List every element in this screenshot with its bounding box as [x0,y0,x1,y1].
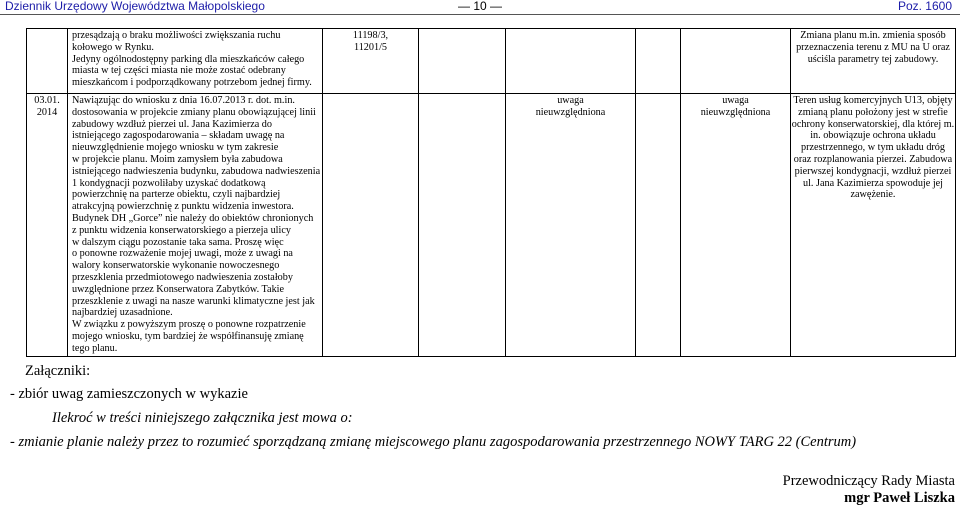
comment-text-line: w dalszym ciągu pozostanie taka sama. Proszę więc [72,236,284,248]
remarks-line: Zmiana planu m.in. zmienia sposób [800,30,946,41]
comment-text-line: Jedyny ogólnodostępny parking dla mieszkańców całego [72,53,305,65]
row-divider [26,93,956,94]
remarks-line: ul. Jana Kazimierza spowoduje jej [802,177,944,189]
column-divider [955,28,956,357]
comment-text-line: najbardziej uzasadnione. [72,307,173,319]
comment-text-line: powierzchnię na parterze obiektu, czyli najbardziej [72,189,281,201]
mayor-decision-label: uwaga [557,95,584,106]
row2-comment-text [72,95,320,355]
remarks-line: zmianą planu położony jest w strefie [798,106,948,118]
column-divider [418,28,419,357]
gazette-title: Dziennik Urzędowy Województwa Małopolskiego [5,0,265,13]
comment-text-line: miasta w tej części miasta nie może zostać odebrany [72,65,286,77]
mayor-decision-status: nieuwzględniona [535,106,606,118]
remarks-line: uściśla parametry tej zabudowy. [807,53,939,65]
comment-text-line: nieuwzględnienie mojego wniosku w tym zakresie [72,142,279,154]
comment-text-line: atrakcyjną powierzchnię z punktu widzenia inwestora. [72,201,294,213]
attachment-item: - zbiór uwag zamieszczonych w wykazie [10,386,248,402]
page-number: — 10 — [457,0,502,13]
remarks-line: ochrony konserwatorskiej, dla której m. [791,118,955,130]
row1-plot-numbers [323,30,418,54]
comment-text-line: z punktu widzenia konserwatorskiego a pierzeja ulicy [72,224,291,236]
remarks-line: in. obowiązuje ochrona układu [810,130,936,142]
council-decision-label: uwaga [722,95,749,106]
definition-intro: Ilekroć w treści niniejszego załącznika jest mowa o: [52,410,353,426]
comment-text-line: o ponowne rozważenie mojej uwagi, może z uwagi na [72,248,293,260]
signatory-role: Przewodniczący Rady Miasta [782,473,955,489]
definition-text: - zmianie planie należy przez to rozumieć sporządzaną zmianę miejscowego planu zagospodarowania przestrzennego NOWY TARG 22 (Centrum) [10,434,857,450]
comment-text-line: istniejącego nadwieszenia budynku, zabudowa nadwieszenia [72,165,321,177]
header-divider [0,14,960,15]
table-border-top [26,28,956,29]
plot-number: 11198/3, [352,30,389,41]
comment-text-line: istniejącego zagospodarowania – składam uwagę na [72,130,285,142]
column-divider [322,28,323,357]
remarks-line: oraz rozplanowania pierzei. Zabudowa [793,153,953,165]
row2-mayor-decision [506,95,635,119]
comment-text-line: mieszkańcom i podporządkowany potrzebom jednej firmy. [72,77,312,89]
column-divider [505,28,506,357]
position-number: Poz. 1600 [897,0,952,13]
plot-number: 11201/5 [353,41,387,53]
comment-text-line: Nawiązując do wniosku z dnia 16.07.2013 r. dot. m.in. [72,95,295,106]
row2-submission-date [27,95,67,119]
table-border-bottom [26,356,956,357]
comment-text-line: kołowego w Rynku. [72,41,154,53]
signatory-name: mgr Paweł Liszka [844,490,955,506]
row2-remarks [791,95,955,201]
remarks-line: pierwszej kondygnacji, wzdłuż pierzei [794,165,952,177]
remarks-line: przeznaczenia terenu z MU na U oraz [796,41,950,53]
remarks-line: zawężenie. [850,189,896,201]
submission-year: 2014 [36,106,58,118]
row1-remarks [791,30,955,65]
comment-text-line: w projekcie planu. Moim zamysłem była zabudowa [72,153,283,165]
row1-comment-text [72,30,312,89]
column-divider [26,28,27,357]
comment-text-line: uwzględnione przez Konserwatora Zabytków. Takie [72,283,285,295]
comment-text-line: dostosowania w projekcie zmiany planu obowiązującej linii [72,106,316,118]
comment-text-line: 1 kondygnacji pozwoliłaby uzyskać dodatkową [72,177,266,189]
comment-text-line: mojego wniosku, tym bardziej że współfinansuję zmianę [72,330,304,342]
column-divider [67,28,68,357]
remarks-line: przestrzennego, w tym układu dróg [801,142,945,154]
row2-council-decision [681,95,790,119]
comment-text-line: przesądzają o braku możliwości zwiększania ruchu [72,30,281,41]
comment-text-line: tego planu. [72,342,118,354]
council-decision-status: nieuwzględniona [700,106,771,118]
remarks-line: Teren usług komercyjnych U13, objęty [793,95,953,106]
comment-text-line: przeszklenie z uwagi na nasze warunki klimatyczne jest jak [72,295,315,307]
comment-text-line: walory konserwatorskie wykonanie nowoczesnego [72,260,280,272]
comment-text-line: W związku z powyższym proszę o ponowne rozpatrzenie [72,319,306,331]
comment-text-line: zabudowy wzdłuż pierzei ul. Jana Kazimierza do [72,118,272,130]
column-divider [680,28,681,357]
attachments-heading: Załączniki: [25,363,91,379]
column-divider [635,28,636,357]
comment-text-line: Budynek DH „Gorce” nie należy do obiektów chronionych [72,212,314,224]
comment-text-line: przeszklenia przedmiotowego nadwieszenia zostałoby [72,271,293,283]
submission-date: 03.01. [34,95,60,106]
